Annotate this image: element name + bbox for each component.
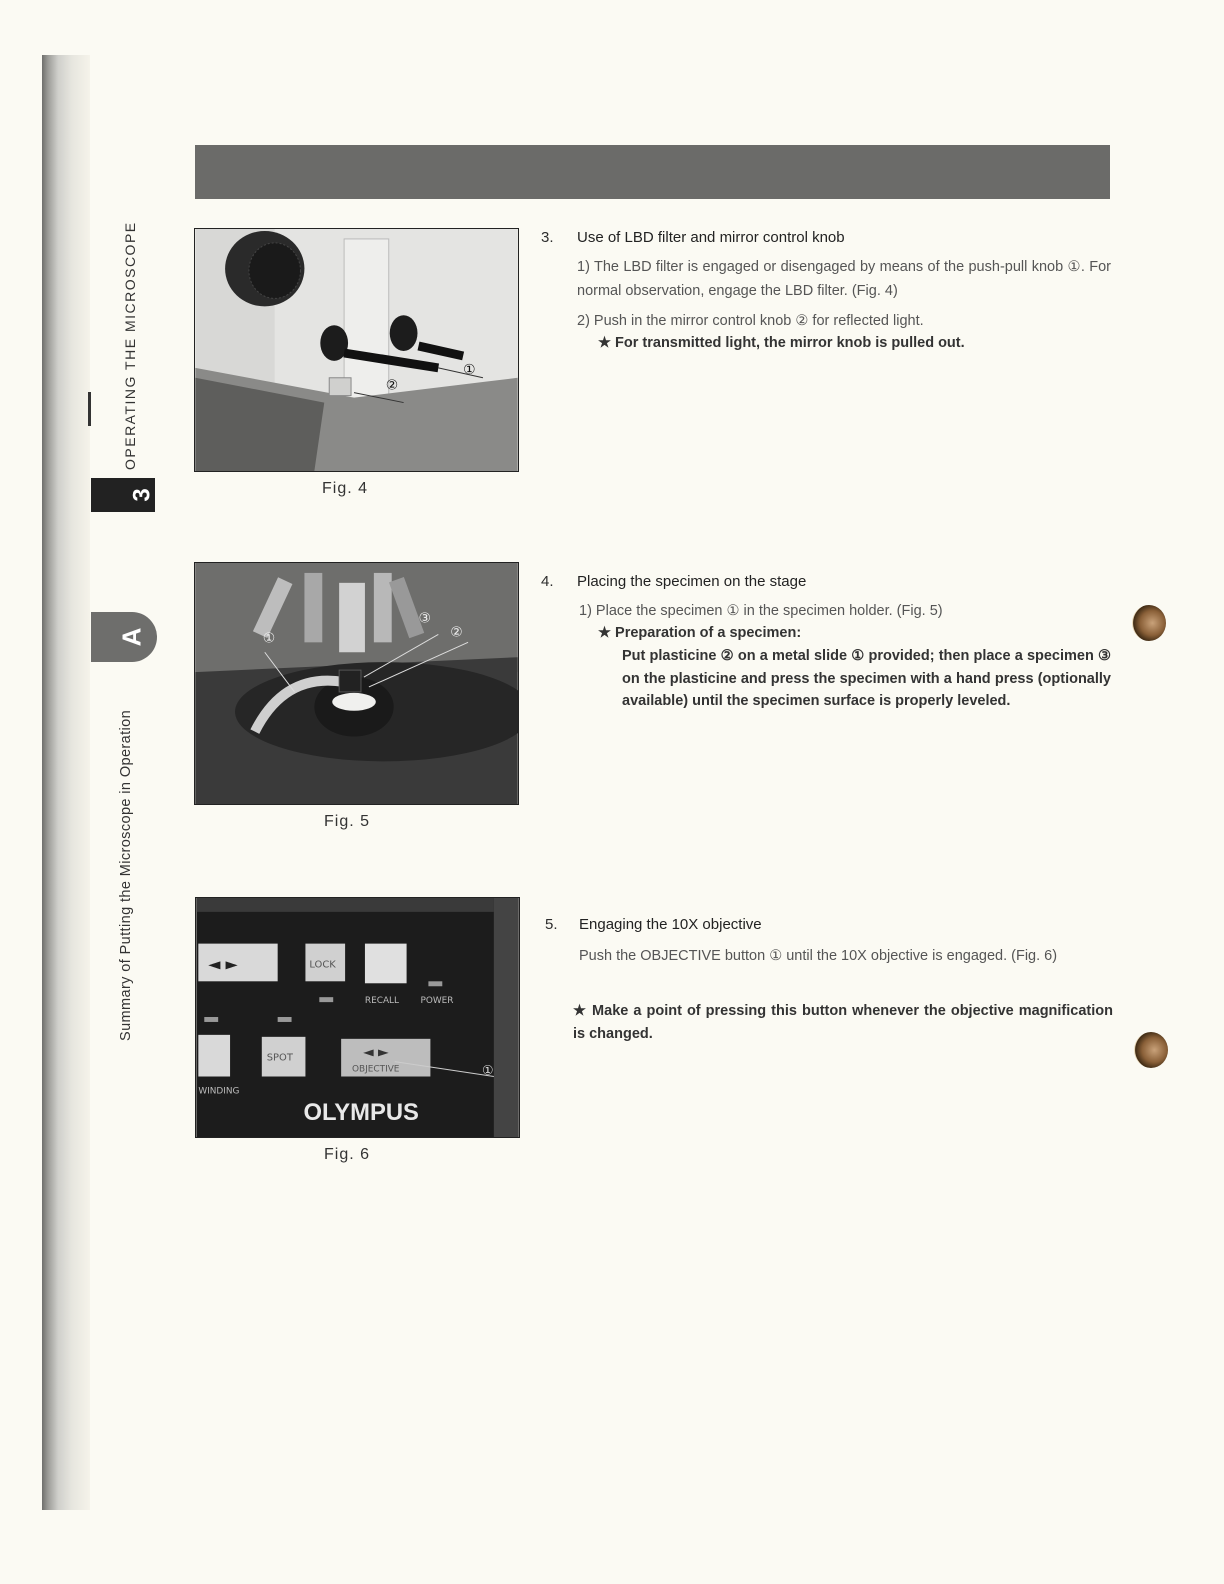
figure-5-photo xyxy=(194,562,519,805)
paragraph: 1) Place the specimen ① in the specimen holder. (Fig. 5) xyxy=(579,603,943,619)
spine-mark xyxy=(88,392,91,426)
paragraph: 1) The LBD filter is engaged or disengaged by means of the push-pull knob ①. For normal observation, engage the LBD filter. (Fig. 4) xyxy=(577,259,1111,299)
binder-hole xyxy=(1134,1032,1168,1068)
paragraph: Put plasticine ② on a metal slide ① provided; then place a specimen ③ on the plasticine and press the specimen with a hand press (optionally available) until the specimen surface is properly leveled. xyxy=(622,648,1111,709)
section-heading: Use of LBD filter and mirror control knob xyxy=(577,229,845,246)
figure-4-image xyxy=(195,229,518,471)
svg-text:◄ ►: ◄ ► xyxy=(362,1044,389,1061)
chapter-number: 3 xyxy=(128,488,156,502)
section-letter: A xyxy=(116,627,147,647)
header-band xyxy=(195,145,1110,199)
fig-4-caption: Fig. 4 xyxy=(322,480,369,497)
section-heading: Placing the specimen on the stage xyxy=(577,573,807,590)
recall-label: RECALL xyxy=(364,996,400,1007)
callout-1: ① xyxy=(481,1063,494,1079)
binding-spine xyxy=(42,55,90,1510)
figure-5-image xyxy=(195,563,518,804)
callout-3: ③ xyxy=(418,610,431,627)
objective-label: OBJECTIVE xyxy=(352,1064,400,1075)
lock-label: LOCK xyxy=(309,959,336,971)
svg-text:◄ ►: ◄ ► xyxy=(208,954,238,974)
section-heading: Engaging the 10X objective xyxy=(579,916,762,933)
callout-1: ① xyxy=(262,630,276,647)
power-label: POWER xyxy=(420,996,454,1007)
winding-label: WINDING xyxy=(198,1086,240,1097)
section-number: 4. xyxy=(541,573,554,590)
fig-5-caption: Fig. 5 xyxy=(324,813,371,830)
paragraph: Push the OBJECTIVE button ① until the 10X objective is engaged. (Fig. 6) xyxy=(579,948,1058,964)
figure-6-image xyxy=(196,898,519,1137)
section-number: 3. xyxy=(541,229,554,246)
chapter-title: OPERATING THE MICROSCOPE xyxy=(122,221,138,470)
note: ★ Make a point of pressing this button whenever the objective magnification is changed. xyxy=(573,1003,1113,1042)
figure-6-photo xyxy=(195,897,520,1138)
section-number: 5. xyxy=(545,916,558,933)
note: ★ For transmitted light, the mirror knob is pulled out. xyxy=(598,335,965,351)
spot-label: SPOT xyxy=(266,1052,293,1064)
callout-1: ① xyxy=(463,361,476,378)
callout-2: ② xyxy=(450,624,463,641)
paragraph: 2) Push in the mirror control knob ② for reflected light. xyxy=(577,313,924,329)
section-letter-tab xyxy=(91,612,157,662)
section-title: Summary of Putting the Microscope in Operation xyxy=(118,709,134,1041)
fig-6-caption: Fig. 6 xyxy=(324,1146,371,1163)
figure-4-photo xyxy=(194,228,519,472)
callout-2: ② xyxy=(385,377,399,394)
note: ★ Preparation of a specimen: xyxy=(598,625,802,641)
chapter-number-tab xyxy=(91,478,155,512)
binder-hole xyxy=(1132,605,1166,641)
brand-logo: OLYMPUS xyxy=(303,1099,419,1127)
